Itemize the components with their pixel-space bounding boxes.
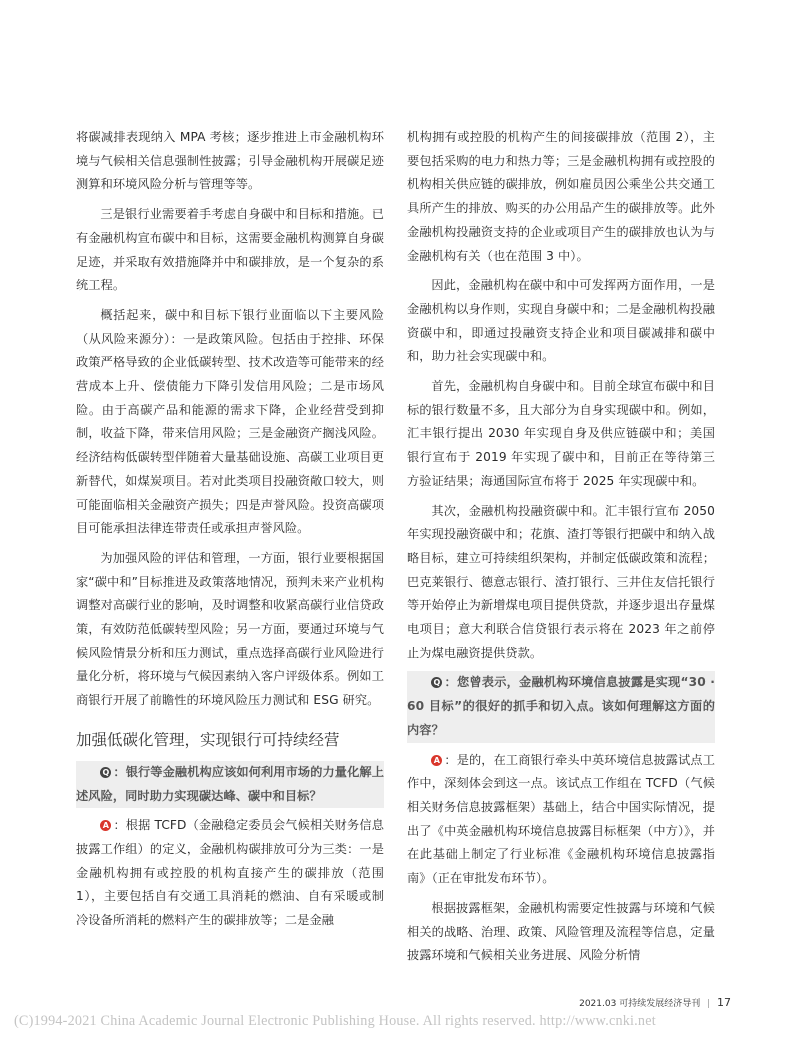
question-text: ：您曾表示，金融机构环境信息披露是实现“30 · 60 目标”的很好的抓手和切入点。该如何理解这方面的内容？ — [407, 675, 715, 737]
left-column — [76, 126, 384, 939]
body-paragraph: 首先，金融机构自身碳中和。目前全球宣布碳中和目标的银行数量不多，且大部分为自身实现碳中和。例如，汇丰银行提出 2030 年实现自身及供应链碳中和；美国银行宣布于 2019 年实现了碳中和，目前正在等待第三方验证结果；海通国际宣布将于 2025 年实现碳中和。 — [407, 379, 715, 488]
question-badge-icon: Q — [100, 767, 111, 778]
question-paragraph — [407, 671, 715, 742]
footer-separator: | — [707, 999, 711, 1009]
body-paragraph: 三是银行业需要着手考虑自身碳中和目标和措施。已有金融机构宣布碳中和目标，这需要金融机构测算自身碳足迹，并采取有效措施降并中和碳排放，是一个复杂的系统工程。 — [76, 207, 384, 293]
answer-badge-icon: A — [431, 755, 442, 766]
body-paragraph: 概括起来，碳中和目标下银行业面临以下主要风险（从风险来源分）：一是政策风险。包括由于控排、环保政策严格导致的企业低碳转型、技术改造等可能带来的经营成本上升、偿债能力下降引发信用风险；二是市场风险。由于高碳产品和能源的需求下降，企业经营受到抑制，收益下降，带来信用风险；三是金融资产搁浅风险。经济结构低碳转型伴随着大量基础设施、高碳工业项目更新替代，如煤炭项目。若对此类项目投融资敞口较大，则可能面临相关金融资产损失；四是声誉风险。投资高碳项目可能承担法律连带责任或承担声誉风险。 — [76, 307, 384, 536]
page-number: 17 — [717, 996, 731, 1009]
answer-badge-icon: A — [100, 820, 111, 831]
body-paragraph: 根据披露框架，金融机构需要定性披露与环境和气候相关的战略、治理、政策、风险管理及流程等信息，定量披露环境和气候相关业务进展、风险分析情 — [407, 900, 715, 963]
journal-name: 可持续发展经济导刊 — [619, 999, 701, 1009]
body-paragraph: 将碳减排表现纳入 MPA 考核；逐步推进上市金融机构环境与气候相关信息强制性披露；引导金融机构开展碳足迹测算和环境风险分析与管理等等。 — [76, 130, 384, 192]
question-text: ：银行等金融机构应该如何利用市场的力量化解上述风险，同时助力实现碳达峰、碳中和目标？ — [76, 764, 384, 803]
body-paragraph: 其次，金融机构投融资碳中和。汇丰银行宣布 2050 年实现投融资碳中和；花旗、渣打等银行把碳中和纳入战略目标，建立可持续组织架构，并制定低碳政策和流程；巴克莱银行、德意志银行、渣打银行、三井住友信托银行等开始停止为新增煤电项目提供贷款，并逐步退出存量煤电项目；意大利联合信贷银行表示将在 2023 年之前停止为煤电融资提供贷款。 — [407, 503, 715, 660]
answer-paragraph — [76, 814, 384, 933]
section-heading: 加强低碳化管理，实现银行可持续经营 — [76, 730, 340, 749]
answer-paragraph — [407, 749, 715, 891]
page-footer — [579, 996, 731, 1009]
copyright-watermark: (C)1994-2021 China Academic Journal Electronic Publishing House. All rights reserved. http://www.cnki.net — [14, 1013, 656, 1029]
issue-date: 2021.03 — [579, 999, 617, 1009]
right-column — [407, 126, 715, 974]
answer-text: ：是的，在工商银行牵头中英环境信息披露试点工作中，深刻体会到这一点。该试点工作组在 TCFD（气候相关财务信息披露框架）基础上，结合中国实际情况，提出了《中英金融机构环境信息披露目标框架（中方）》，并在此基础上制定了行业标准《金融机构环境信息披露指南》（正在审批发布环节）。 — [407, 752, 715, 886]
question-paragraph — [76, 761, 384, 808]
body-paragraph: 为加强风险的评估和管理，一方面，银行业要根据国家“碳中和”目标推进及政策落地情况，预判未来产业机构调整对高碳行业的影响，及时调整和收紧高碳行业信贷政策，有效防范低碳转型风险；另一方面，要通过环境与气候风险情景分析和压力测试，重点选择高碳行业风险进行量化分析，将环境与气候因素纳入客户评级体系。例如工商银行开展了前瞻性的环境风险压力测试和 ESG 研究。 — [76, 550, 384, 708]
answer-text: ：根据 TCFD（金融稳定委员会气候相关财务信息披露工作组）的定义，金融机构碳排放可分为三类：一是金融机构拥有或控股的机构直接产生的碳排放（范围 1），主要包括自有交通工具消耗的燃油、自有采暖或制冷设备所消耗的燃料产生的碳排放等；二是金融 — [76, 818, 384, 928]
body-paragraph: 机构拥有或控股的机构产生的间接碳排放（范围 2），主要包括采购的电力和热力等；三是金融机构拥有或控股的机构相关供应链的碳排放，例如雇员因公乘坐公共交通工具所产生的排放、购买的办公用品产生的碳排放等。此外金融机构投融资支持的企业或项目产生的碳排放也认为与金融机构有关（也在范围 3 中）。 — [407, 130, 715, 263]
question-badge-icon: Q — [431, 677, 442, 688]
body-paragraph: 因此，金融机构在碳中和中可发挥两方面作用，一是金融机构以身作则，实现自身碳中和；二是金融机构投融资碳中和，即通过投融资支持企业和项目碳减排和碳中和，助力社会实现碳中和。 — [407, 278, 715, 364]
